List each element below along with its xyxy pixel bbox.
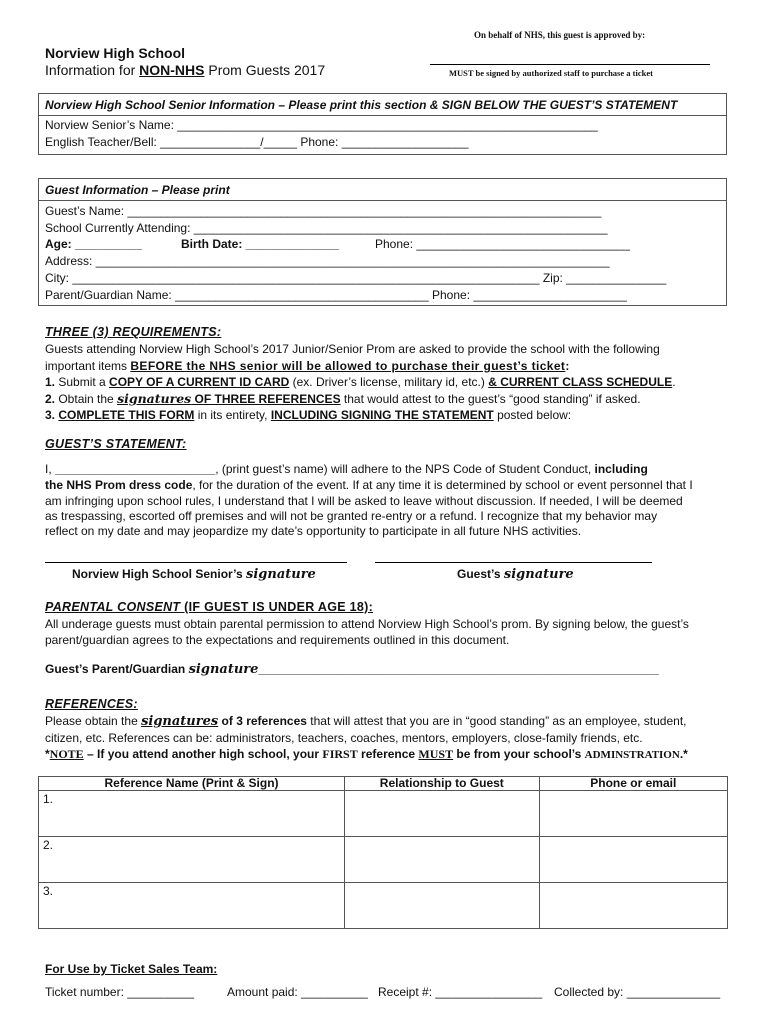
address-field[interactable]: Address: _____________________________________________________________________________ bbox=[45, 254, 610, 268]
senior-name-field[interactable]: Norview Senior’s Name: _______________________________________________________________ bbox=[45, 118, 598, 132]
req-text: . bbox=[672, 375, 676, 389]
requirements-heading: THREE (3) REQUIREMENTS: bbox=[45, 325, 222, 339]
requirements-intro-2 bbox=[45, 359, 569, 373]
reference-name-cell-1[interactable]: 1. bbox=[39, 791, 345, 837]
intro-emphasis: BEFORE the NHS senior will be allowed to purchase their guest’s ticket bbox=[130, 359, 566, 373]
guest-phone-field[interactable]: Phone: ________________________________ bbox=[375, 237, 630, 251]
senior-signature-line[interactable] bbox=[45, 562, 347, 563]
title-highlight: NON-NHS bbox=[139, 62, 205, 78]
ref-emphasis: of 3 references bbox=[218, 714, 307, 728]
parent-signature-line[interactable]: ____________________________________________________________ bbox=[258, 662, 659, 676]
references-table bbox=[38, 776, 728, 929]
sig-label-text: Norview High School Senior’s bbox=[72, 567, 247, 581]
note-text: – If you attend another high school, your bbox=[83, 747, 323, 761]
req-text: posted below: bbox=[493, 408, 572, 422]
collected-by-field[interactable]: Collected by: ______________ bbox=[554, 985, 721, 999]
parental-heading-sub: (IF GUEST IS UNDER AGE 18): bbox=[180, 600, 374, 614]
statement-emphasis: including bbox=[594, 462, 648, 476]
phone-email-cell-1[interactable] bbox=[539, 791, 727, 837]
school-name: Norview High School bbox=[45, 45, 186, 61]
guest-name-blank[interactable]: ________________________ bbox=[55, 462, 216, 476]
references-note bbox=[45, 747, 688, 762]
intro-text: important items bbox=[45, 359, 131, 373]
ref-signatures-word: signatures bbox=[141, 714, 219, 729]
title-prefix: Information for bbox=[45, 62, 140, 78]
req-text: that would attest to the guest’s “good standing” if asked. bbox=[340, 392, 641, 406]
intro-colon: : bbox=[565, 359, 570, 373]
req-signatures-word: signatures bbox=[117, 391, 192, 406]
req-emphasis: & CURRENT CLASS SCHEDULE bbox=[488, 375, 673, 389]
statement-heading: GUEST’S STATEMENT: bbox=[45, 437, 187, 451]
sig-word: signature bbox=[188, 662, 259, 677]
req-number: 1. bbox=[45, 375, 56, 389]
guest-heading: Guest Information – Please print bbox=[45, 183, 230, 197]
parental-heading-main: PARENTAL CONSENT bbox=[45, 600, 181, 614]
guest-info-box bbox=[38, 178, 727, 306]
english-teacher-field[interactable]: English Teacher/Bell: _______________/_____ Phone: ___________________ bbox=[45, 135, 469, 149]
amount-paid-field[interactable]: Amount paid: __________ bbox=[227, 985, 368, 999]
requirement-1 bbox=[45, 375, 676, 389]
title-suffix: Prom Guests 2017 bbox=[204, 62, 326, 78]
guest-signature-line[interactable] bbox=[375, 562, 652, 563]
req-emphasis: COPY OF A CURRENT ID CARD bbox=[109, 375, 290, 389]
req-text: Submit a bbox=[55, 375, 110, 389]
req-emphasis: OF THREE REFERENCES bbox=[191, 392, 341, 406]
guest-divider bbox=[39, 200, 726, 201]
footer-heading: For Use by Ticket Sales Team: bbox=[45, 962, 218, 976]
references-line-1 bbox=[45, 714, 686, 729]
parent-guardian-field[interactable]: Parent/Guardian Name: ______________________________________ Phone: _______________________ bbox=[45, 288, 627, 302]
req-number: 2. bbox=[45, 392, 56, 406]
ref-text: Please obtain the bbox=[45, 714, 142, 728]
sig-word: signature bbox=[503, 567, 574, 582]
sig-word: signature bbox=[246, 567, 316, 582]
statement-line-4: as trespassing, escorted off premises and will not be granted re-entry or a refund. I recognize that my behavior may bbox=[45, 509, 658, 523]
parental-line-1: All underage guests must obtain parental permission to attend Norview High School’s prom. By signing below, the guest’s bbox=[45, 617, 689, 631]
senior-heading: Norview High School Senior Information – Please print this section & SIGN BELOW THE GUEST’S STATEMENT bbox=[45, 98, 678, 112]
table-row bbox=[39, 883, 728, 929]
statement-line-3: am infringing upon school rules, I understand that I will be asked to leave without discussion. If needed, I will be deemed bbox=[45, 494, 683, 508]
sig-label-text: Guest’s Parent/Guardian bbox=[45, 662, 189, 676]
ticket-number-field[interactable]: Ticket number: __________ bbox=[45, 985, 194, 999]
note-text: be from your school’s bbox=[453, 747, 585, 761]
school-attending-field[interactable]: School Currently Attending: ______________________________________________________________ bbox=[45, 221, 608, 235]
approval-signature-line[interactable] bbox=[430, 64, 710, 65]
senior-signature-label bbox=[72, 567, 316, 582]
statement-line-5: reflect on my date and may jeopardize my date’s opportunity to participate in all future NHS activities. bbox=[45, 524, 582, 538]
parent-signature-field[interactable] bbox=[45, 662, 659, 677]
statement-text: , for the duration of the event. If at any time it is determined by school or event personnel that I bbox=[192, 478, 693, 492]
note-first: FIRST bbox=[322, 747, 358, 761]
note-text: .* bbox=[679, 747, 688, 761]
age-field[interactable]: Age: __________ bbox=[45, 237, 142, 251]
table-header-row bbox=[39, 777, 728, 791]
statement-text: I, bbox=[45, 462, 56, 476]
parental-line-2: parent/guardian agrees to the expectations and requirements outlined in this document. bbox=[45, 633, 510, 647]
statement-emphasis: the NHS Prom dress code bbox=[45, 478, 193, 492]
reference-name-cell-3[interactable]: 3. bbox=[39, 883, 345, 929]
statement-line-2 bbox=[45, 478, 693, 492]
req-number: 3. bbox=[45, 408, 56, 422]
senior-info-box bbox=[38, 93, 727, 155]
relationship-cell-2[interactable] bbox=[345, 837, 540, 883]
birth-date-field[interactable]: Birth Date: ______________ bbox=[181, 237, 340, 251]
relationship-cell-1[interactable] bbox=[345, 791, 540, 837]
references-heading: REFERENCES: bbox=[45, 697, 138, 711]
ref-text: that will attest that you are in “good standing” as an employee, student, bbox=[306, 714, 687, 728]
references-line-2: citizen, etc. References can be: administrators, teachers, coaches, mentors, employers, close-family friends, etc. bbox=[45, 731, 643, 745]
req-text: (ex. Driver’s license, military id, etc.) bbox=[289, 375, 489, 389]
requirement-2 bbox=[45, 391, 641, 406]
col-reference-name: Reference Name (Print & Sign) bbox=[39, 777, 345, 791]
reference-name-cell-2[interactable]: 2. bbox=[39, 837, 345, 883]
guest-signature-label bbox=[457, 567, 574, 582]
statement-text: , (print guest’s name) will adhere to the NPS Code of Student Conduct, bbox=[215, 462, 595, 476]
guest-name-field[interactable]: Guest’s Name: _______________________________________________________________________ bbox=[45, 204, 602, 218]
city-zip-field[interactable]: City: ______________________________________________________________________ Zip: _______________ bbox=[45, 271, 667, 285]
phone-email-cell-3[interactable] bbox=[539, 883, 727, 929]
senior-divider bbox=[39, 115, 726, 116]
approval-note: MUST be signed by authorized staff to purchase a ticket bbox=[449, 68, 653, 78]
approval-label: On behalf of NHS, this guest is approved by: bbox=[474, 30, 646, 40]
receipt-field[interactable]: Receipt #: ________________ bbox=[378, 985, 543, 999]
phone-email-cell-2[interactable] bbox=[539, 837, 727, 883]
form-title bbox=[45, 62, 325, 78]
relationship-cell-3[interactable] bbox=[345, 883, 540, 929]
requirement-3 bbox=[45, 408, 571, 422]
note-text: reference bbox=[357, 747, 419, 761]
note-must: MUST bbox=[418, 747, 454, 761]
req-text: Obtain the bbox=[55, 392, 118, 406]
req-emphasis: COMPLETE THIS FORM bbox=[58, 408, 195, 422]
requirements-intro-1: Guests attending Norview High School’s 2017 Junior/Senior Prom are asked to provide the school with the following bbox=[45, 342, 660, 356]
col-phone-email: Phone or email bbox=[539, 777, 727, 791]
col-relationship: Relationship to Guest bbox=[345, 777, 540, 791]
statement-line-1 bbox=[45, 462, 648, 476]
parental-heading bbox=[45, 600, 373, 614]
note-label: NOTE bbox=[49, 747, 84, 761]
req-emphasis: INCLUDING SIGNING THE STATEMENT bbox=[270, 408, 494, 422]
table-row bbox=[39, 791, 728, 837]
sig-label-text: Guest’s bbox=[457, 567, 504, 581]
note-text: * bbox=[45, 747, 50, 761]
req-text: in its entirety, bbox=[194, 408, 271, 422]
table-row bbox=[39, 837, 728, 883]
note-admin: ADMINSTRATION bbox=[584, 749, 680, 761]
